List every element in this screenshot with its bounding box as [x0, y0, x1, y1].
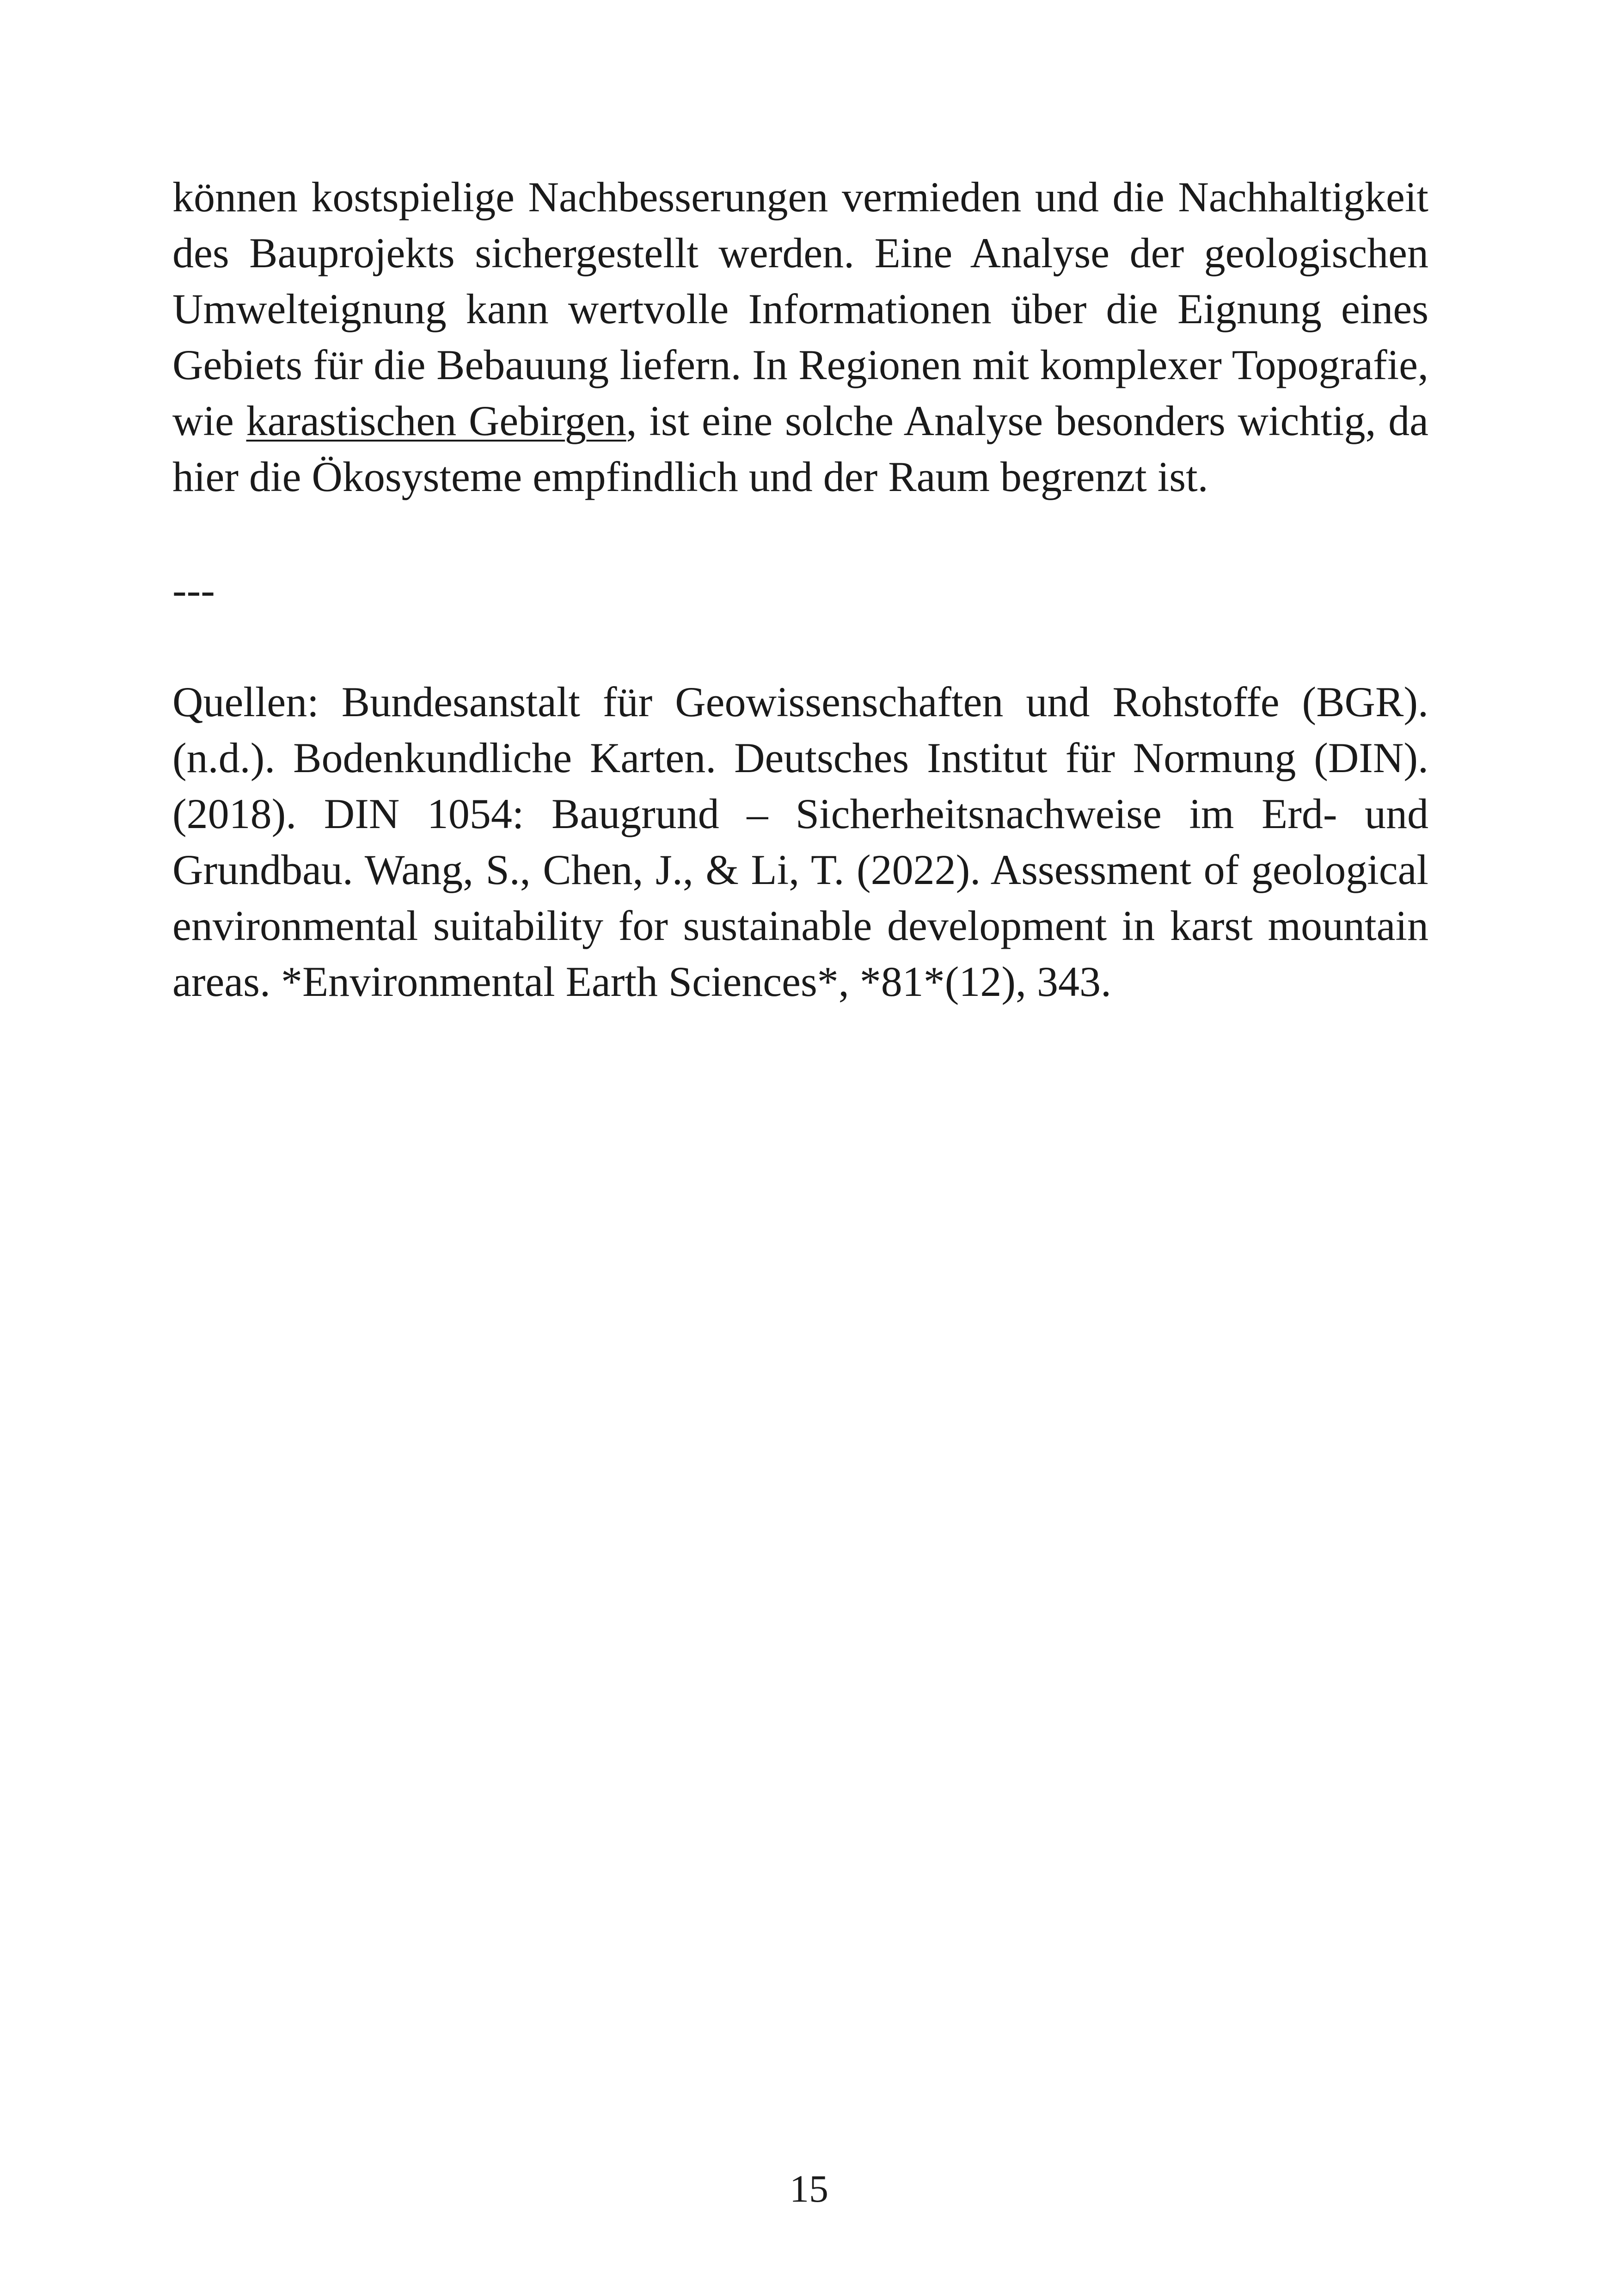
page-number: 15	[790, 2167, 828, 2210]
body-paragraph	[172, 169, 1428, 505]
paragraph-text-start: können kostspielige Nachbesserungen vermieden und die Nachhaltigkeit des Bauprojekts sichergestellt werden. Eine Analyse der geologischen Umwelteignung kann wertvolle Informationen über die Eignung eines Gebiets für die Bebauung liefern. In Regionen mit komplexer Topografie, wie	[172, 173, 1428, 444]
section-separator: ---	[172, 566, 215, 614]
sources-paragraph: Quellen: Bundesanstalt für Geowissenschaften und Rohstoffe (BGR). (n.d.). Bodenkundliche Karten. Deutsches Institut für Normung (DIN). (2018). DIN 1054: Baugrund – Sicherheitsnachweise im Erd- und Grundbau. Wang, S., Chen, J., & Li, T. (2022). Assessment of geological environmental suitability for sustainable development in karst mountain areas. *Environmental Earth Sciences*, *81*(12), 343.	[172, 678, 1428, 1005]
karst-mountains-link[interactable]: karastischen Gebirgen	[246, 397, 626, 444]
paragraph-text-end: , ist eine solche Analyse besonders wichtig, da hier die Ökosysteme empfindlich und der Raum begrenzt ist.	[172, 397, 1428, 500]
